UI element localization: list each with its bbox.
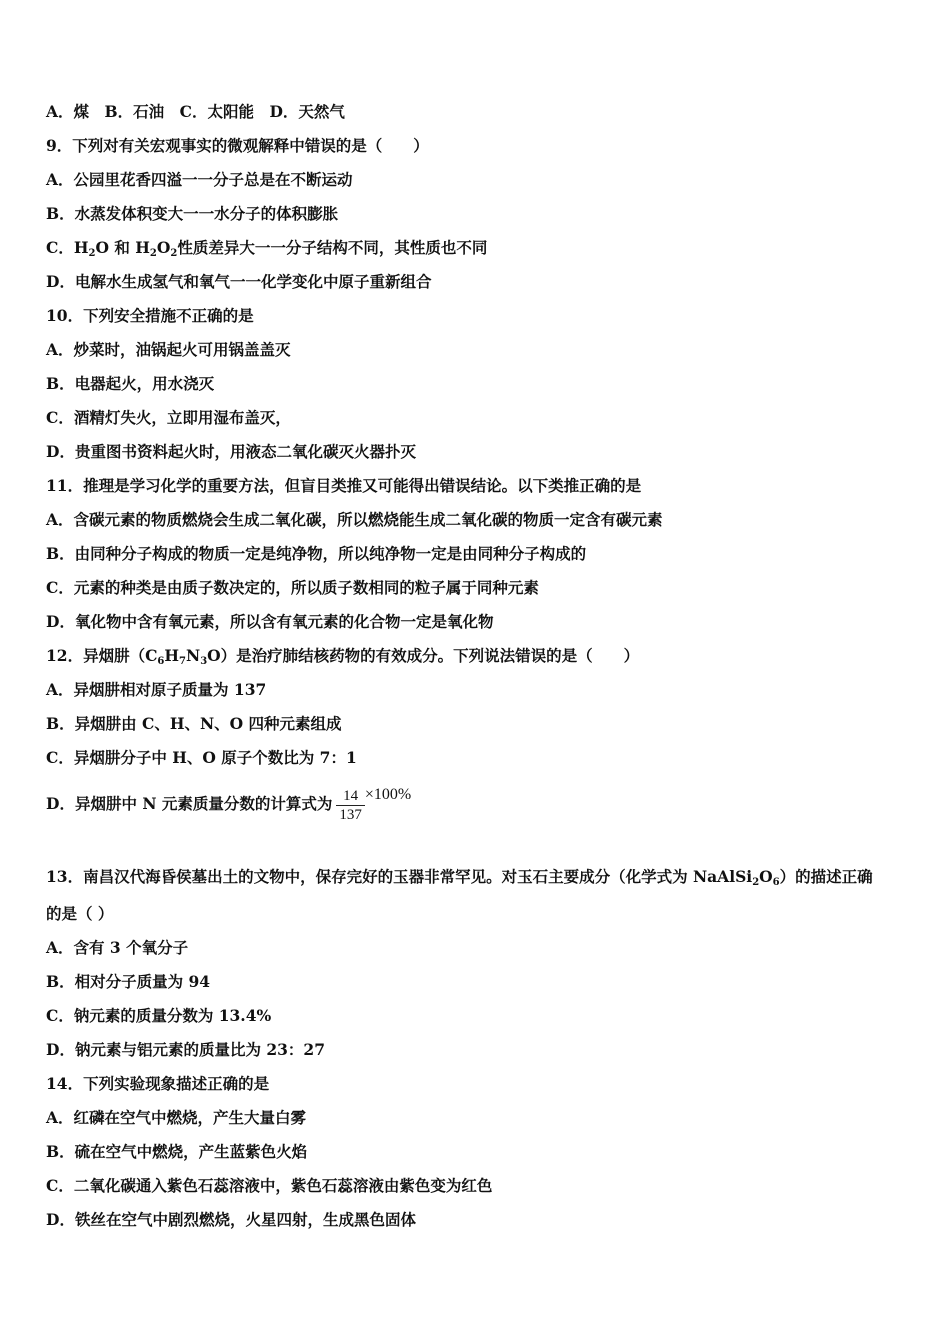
q12-option-c: C．异烟肼分子中 H、O 原子个数比为 7：1 (46, 748, 357, 767)
q14-option-c: C．二氧化碳通入紫色石蕊溶液中，紫色石蕊溶液由紫色变为红色 (46, 1176, 493, 1195)
q13-stem-part: O (759, 867, 773, 886)
q11-option-b: B．由同种分子构成的物质一定是纯净物，所以纯净物一定是由同种分子构成的 (46, 544, 587, 563)
q12-stem-part: N (186, 646, 201, 665)
q13-stem-part: 13．南昌汉代海昏侯墓出土的文物中，保存完好的玉器非常罕见。对玉石主要成分（化学式为 NaAlSi (46, 867, 753, 886)
q12-option-b: B．异烟肼由 C、H、N、O 四种元素组成 (46, 714, 342, 733)
q12-stem-sub: 7 (179, 656, 187, 667)
q14-option-a: A．红磷在空气中燃烧，产生大量白雾 (46, 1108, 307, 1127)
q13-stem-line2: 的是（ ） (46, 904, 114, 923)
q12-stem (46, 645, 639, 667)
q11-option-c: C．元素的种类是由质子数决定的，所以质子数相同的粒子属于同种元素 (46, 578, 539, 597)
q14-option-d: D．铁丝在空气中剧烈燃烧，火星四射，生成黑色固体 (46, 1210, 416, 1229)
q9-option-b: B．水蒸发体积变大一一水分子的体积膨胀 (46, 204, 339, 223)
q10-stem: 10．下列安全措施不正确的是 (46, 306, 254, 325)
q9-option-c (46, 237, 487, 259)
q14-stem: 14．下列实验现象描述正确的是 (46, 1074, 270, 1093)
q9c-part: O (156, 238, 171, 257)
q11-option-d: D．氧化物中含有氧元素，所以含有氧元素的化合物一定是氧化物 (46, 612, 494, 631)
q12-stem-sub: 6 (157, 656, 165, 667)
q13-stem-part: ）的描述正确 (779, 867, 873, 886)
q12-option-a: A．异烟肼相对原子质量为 137 (46, 680, 267, 699)
fraction-suffix: ×100% (364, 786, 412, 803)
q14-option-b: B．硫在空气中燃烧，产生蓝紫色火焰 (46, 1142, 308, 1161)
mass-fraction (336, 787, 365, 824)
q13-option-a: A．含有 3 个氧分子 (46, 938, 189, 957)
q9-option-d: D．电解水生成氢气和氧气一一化学变化中原子重新组合 (46, 272, 432, 291)
q8-options: A．煤 B．石油 C．太阳能 D．天然气 (46, 102, 345, 121)
q13-stem-line1 (46, 866, 873, 888)
q9-stem: 9．下列对有关宏观事实的微观解释中错误的是（ ） (46, 136, 429, 155)
q13-option-b: B．相对分子质量为 94 (46, 972, 211, 991)
q10-option-d: D．贵重图书资料起火时，用液态二氧化碳灭火器扑灭 (46, 442, 416, 461)
q13-stem-sub: 6 (772, 877, 780, 888)
q9-option-a: A．公园里花香四溢一一分子总是在不断运动 (46, 170, 353, 189)
q12-stem-part: H (164, 646, 180, 665)
q9c-part: O 和 H (95, 238, 150, 257)
q9c-sub: 2 (170, 248, 178, 259)
q12-stem-part: O）是治疗肺结核药物的有效成分。下列说法错误的是（ ） (207, 646, 640, 665)
q10-option-c: C．酒精灯失火，立即用湿布盖灭， (46, 408, 291, 427)
q9c-sub: 2 (88, 248, 96, 259)
fraction-numerator: 14 (336, 787, 365, 806)
q12-stem-sub: 3 (200, 656, 208, 667)
q13-stem-sub: 2 (752, 877, 760, 888)
q13-option-d: D．钠元素与铝元素的质量比为 23：27 (46, 1040, 325, 1059)
fraction-denominator: 137 (339, 806, 362, 823)
q9c-sub: 2 (149, 248, 157, 259)
q10-option-b: B．电器起火，用水浇灭 (46, 374, 215, 393)
q12-stem-part: 12．异烟肼（C (46, 646, 158, 665)
q12-option-d (46, 784, 411, 824)
q10-option-a: A．炒菜时，油锅起火可用锅盖盖灭 (46, 340, 291, 359)
q9c-part: C．H (46, 238, 89, 257)
q12d-text: D．异烟肼中 N 元素质量分数的计算式为 (46, 794, 333, 813)
q11-option-a: A．含碳元素的物质燃烧会生成二氧化碳，所以燃烧能生成二氧化碳的物质一定含有碳元素 (46, 510, 663, 529)
q13-option-c: C．钠元素的质量分数为 13.4% (46, 1006, 272, 1025)
q9c-part: 性质差异大一一分子结构不同，其性质也不同 (177, 238, 488, 257)
q11-stem: 11．推理是学习化学的重要方法，但盲目类推又可能得出错误结论。以下类推正确的是 (46, 476, 642, 495)
